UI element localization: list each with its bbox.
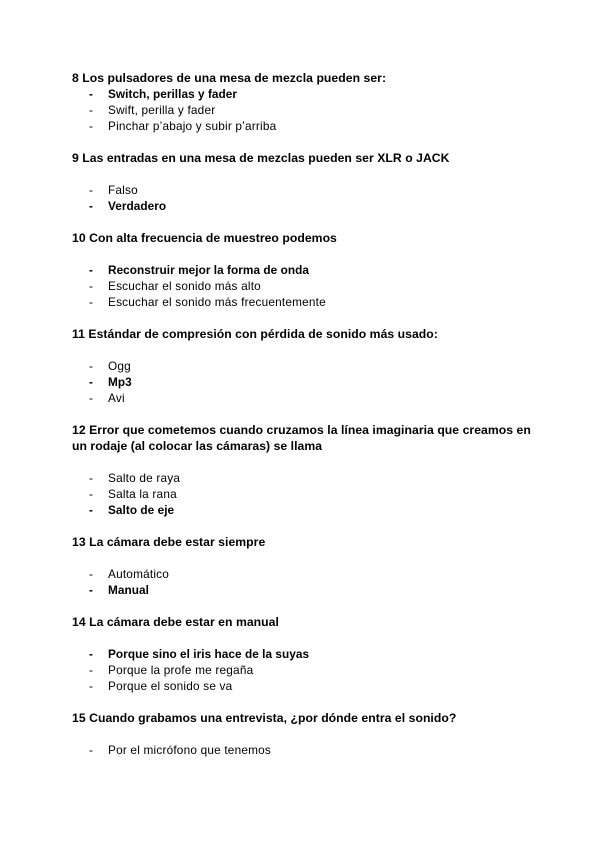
bullet-dash: - [89, 391, 94, 405]
answer-option-correct [72, 198, 532, 214]
question-block [72, 230, 532, 326]
answer-option-correct [72, 86, 532, 102]
answer-text: Falso [108, 183, 138, 197]
question-spacer [72, 134, 532, 150]
answer-list [72, 470, 532, 518]
answer-option-correct [72, 646, 532, 662]
answer-text: Mp3 [108, 375, 132, 389]
answer-text: Porque el sonido se va [108, 679, 233, 693]
bullet-dash: - [89, 503, 93, 517]
answer-list [72, 566, 532, 598]
question-spacer [72, 518, 532, 534]
bullet-dash: - [89, 359, 94, 373]
bullet-dash: - [89, 279, 94, 293]
answer-option [72, 486, 532, 502]
question-spacer [72, 598, 532, 614]
question-block [72, 534, 532, 614]
question-block [72, 422, 532, 534]
bullet-dash: - [89, 199, 93, 213]
question-title: 15 Cuando grabamos una entrevista, ¿por dónde entra el sonido? [72, 711, 457, 725]
document-page [72, 70, 532, 758]
blank-line [72, 454, 532, 470]
bullet-dash: - [89, 375, 93, 389]
question-block [72, 326, 532, 422]
answer-text: Ogg [108, 359, 131, 373]
bullet-dash: - [89, 487, 94, 501]
bullet-dash: - [89, 87, 93, 101]
answer-option [72, 566, 532, 582]
answer-text: Avi [108, 391, 125, 405]
blank-line [72, 726, 532, 742]
answer-option [72, 102, 532, 118]
answer-text: Switch, perillas y fader [108, 87, 238, 101]
answer-option-correct [72, 502, 532, 518]
question-title: 12 Error que cometemos cuando cruzamos la línea imaginaria que creamos en un rodaje (al colocar las cámaras) se llama [72, 423, 531, 453]
answer-text: Reconstruir mejor la forma de onda [108, 263, 309, 277]
blank-line [72, 246, 532, 262]
answer-list [72, 262, 532, 310]
question-block [72, 710, 532, 758]
bullet-dash: - [89, 471, 94, 485]
answer-text: Salto de raya [108, 471, 181, 485]
bullet-dash: - [89, 679, 94, 693]
answer-text: Porque sino el iris hace de la suyas [108, 647, 310, 661]
answer-option [72, 678, 532, 694]
question-spacer [72, 694, 532, 710]
bullet-dash: - [89, 103, 94, 117]
bullet-dash: - [89, 647, 93, 661]
answer-text: Swift, perilla y fader [108, 103, 216, 117]
answer-text: Escuchar el sonido más frecuentemente [108, 295, 326, 309]
answer-option [72, 358, 532, 374]
bullet-dash: - [89, 183, 94, 197]
blank-line [72, 630, 532, 646]
answer-text: Escuchar el sonido más alto [108, 279, 261, 293]
answer-list [72, 646, 532, 694]
question-title: 13 La cámara debe estar siempre [72, 535, 266, 549]
bullet-dash: - [89, 295, 94, 309]
bullet-dash: - [89, 567, 94, 581]
answer-text: Porque la profe me regaña [108, 663, 254, 677]
blank-line [72, 166, 532, 182]
answer-list [72, 182, 532, 214]
answer-text: Salto de eje [108, 503, 175, 517]
question-block [72, 614, 532, 710]
question-title: 10 Con alta frecuencia de muestreo podemos [72, 231, 337, 245]
answer-option-correct [72, 374, 532, 390]
answer-text: Por el micrófono que tenemos [108, 743, 271, 757]
answer-list [72, 742, 532, 758]
answer-text: Manual [108, 583, 149, 597]
answer-option [72, 470, 532, 486]
question-block [72, 150, 532, 230]
answer-option-correct [72, 582, 532, 598]
bullet-dash: - [89, 743, 94, 757]
answer-option [72, 182, 532, 198]
question-block [72, 70, 532, 150]
question-title: 9 Las entradas en una mesa de mezclas pueden ser XLR o JACK [72, 151, 450, 165]
question-spacer [72, 214, 532, 230]
bullet-dash: - [89, 663, 94, 677]
answer-option [72, 118, 532, 134]
blank-line [72, 550, 532, 566]
bullet-dash: - [89, 119, 94, 133]
answer-option [72, 390, 532, 406]
question-title: 11 Estándar de compresión con pérdida de sonido más usado: [72, 327, 438, 341]
answer-option-correct [72, 262, 532, 278]
answer-list [72, 86, 532, 134]
answer-option [72, 742, 532, 758]
answer-text: Pinchar p’abajo y subir p’arriba [108, 119, 277, 133]
blank-line [72, 342, 532, 358]
question-title: 14 La cámara debe estar en manual [72, 615, 279, 629]
bullet-dash: - [89, 263, 93, 277]
answer-text: Salta la rana [108, 487, 177, 501]
question-title: 8 Los pulsadores de una mesa de mezcla pueden ser: [72, 71, 387, 85]
answer-text: Automático [108, 567, 170, 581]
answer-option [72, 294, 532, 310]
answer-option [72, 662, 532, 678]
answer-option [72, 278, 532, 294]
question-spacer [72, 406, 532, 422]
question-spacer [72, 310, 532, 326]
bullet-dash: - [89, 583, 93, 597]
answer-text: Verdadero [108, 199, 167, 213]
answer-list [72, 358, 532, 406]
